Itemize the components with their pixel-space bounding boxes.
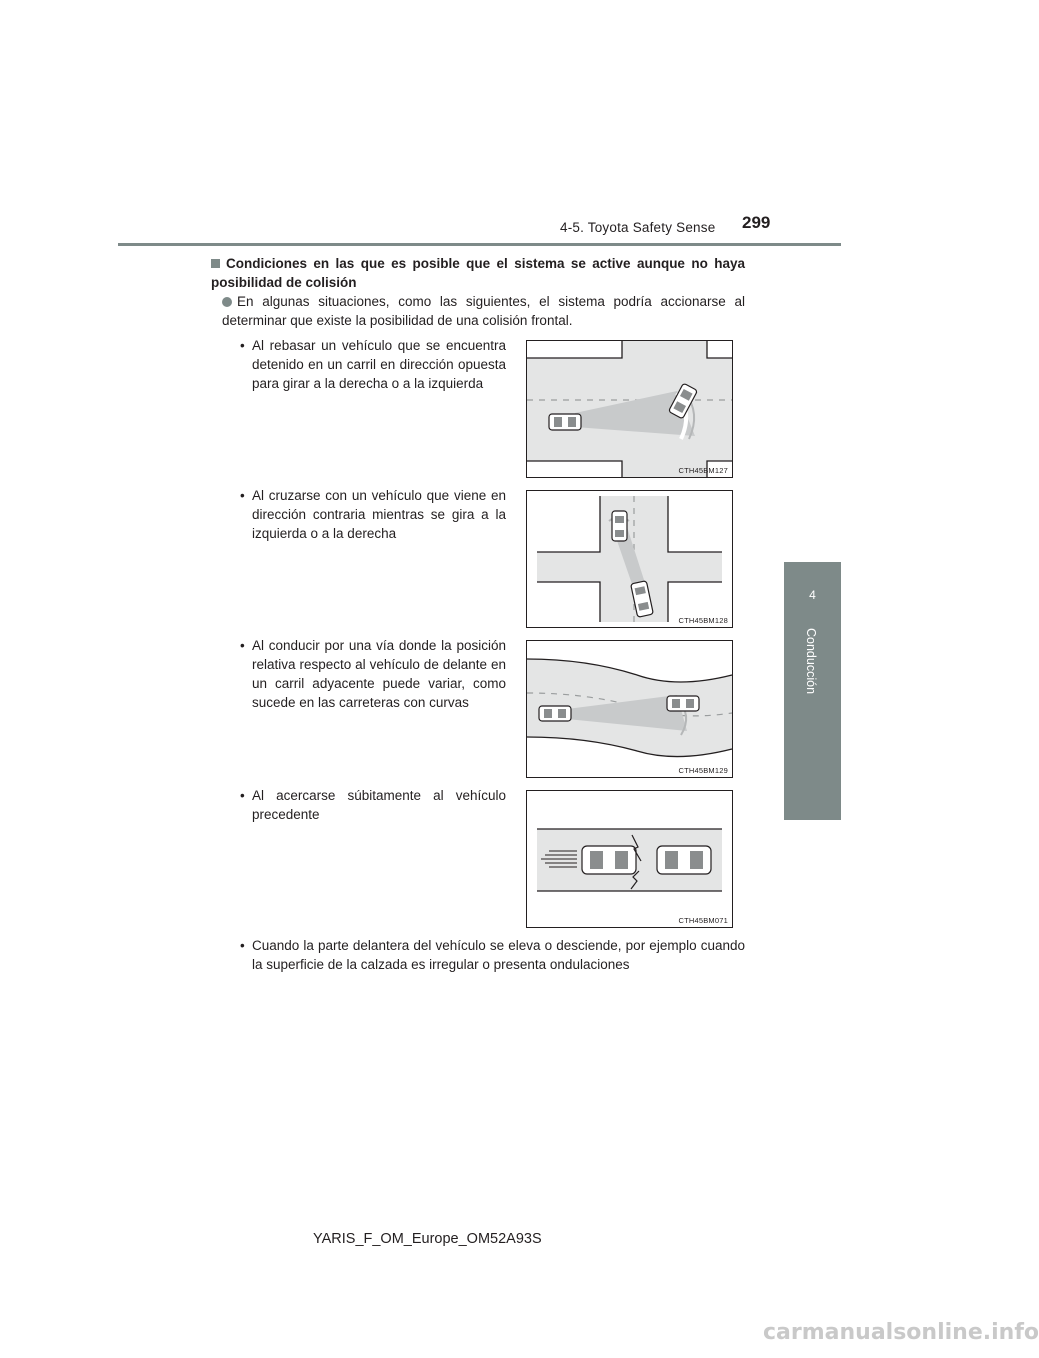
- list-item: [240, 786, 506, 824]
- watermark: carmanualsonline.info: [763, 1320, 1039, 1345]
- list-bullet: •: [240, 788, 245, 803]
- figure-intersection: [526, 340, 733, 478]
- footer-doc-code: YARIS_F_OM_Europe_OM52A93S: [313, 1231, 542, 1247]
- list-item: [240, 486, 506, 543]
- figure-code: CTH45BM071: [678, 916, 728, 925]
- list-item-text: Al rebasar un vehículo que se encuentra detenido en un carril en dirección opuesta para girar a la derecha o a la izquierda: [252, 338, 506, 391]
- figure-code: CTH45BM129: [678, 766, 728, 775]
- intersection-turning-vehicle-icon: [527, 341, 732, 477]
- oncoming-vehicle-turn-icon: [527, 491, 732, 627]
- figure-curved-road: [526, 640, 733, 778]
- curved-road-adjacent-lane-icon: [527, 641, 732, 777]
- chapter-side-label: [800, 628, 824, 748]
- sudden-approach-collision-icon: [527, 791, 732, 927]
- chapter-number: 4: [809, 588, 816, 602]
- list-bullet: •: [240, 638, 245, 653]
- list-item: [240, 636, 506, 712]
- chapter-tab: [784, 562, 841, 620]
- list-item-text: Al acercarse súbitamente al vehículo precedente: [252, 788, 506, 822]
- header-rule: [118, 243, 841, 246]
- list-item: [240, 336, 506, 393]
- figure-oncoming: [526, 490, 733, 628]
- list-bullet: •: [240, 338, 245, 353]
- page-number: 299: [742, 213, 771, 232]
- square-bullet-icon: [211, 259, 220, 268]
- section-heading-text: Condiciones en las que es posible que el sistema se active aunque no haya posibilidad de colisión: [211, 256, 745, 290]
- list-item-text: Al cruzarse con un vehículo que viene en dirección contraria mientras se gira a la izquierda o a la derecha: [252, 488, 506, 541]
- intro-paragraph: [222, 292, 745, 330]
- list-item-text: Al conducir por una vía donde la posición relativa respecto al vehículo de delante en un carril adyacente puede variar, como sucede en las carreteras con curvas: [252, 638, 506, 710]
- running-header-section: 4-5. Toyota Safety Sense: [560, 220, 716, 235]
- intro-text: En algunas situaciones, como las siguientes, el sistema podría accionarse al determinar que existe la posibilidad de una colisión frontal.: [222, 294, 745, 328]
- figure-code: CTH45BM128: [678, 616, 728, 625]
- list-item-text: Cuando la parte delantera del vehículo se eleva o desciende, por ejemplo cuando la superficie de la calzada es irregular o presenta ondulaciones: [252, 938, 745, 972]
- circle-bullet-icon: [222, 297, 232, 307]
- list-item: [240, 936, 745, 974]
- list-bullet: •: [240, 488, 245, 503]
- figure-code: CTH45BM127: [678, 466, 728, 475]
- section-heading: [211, 254, 745, 292]
- list-bullet: •: [240, 938, 245, 953]
- chapter-label: Conducción: [804, 628, 818, 695]
- figure-sudden-approach: [526, 790, 733, 928]
